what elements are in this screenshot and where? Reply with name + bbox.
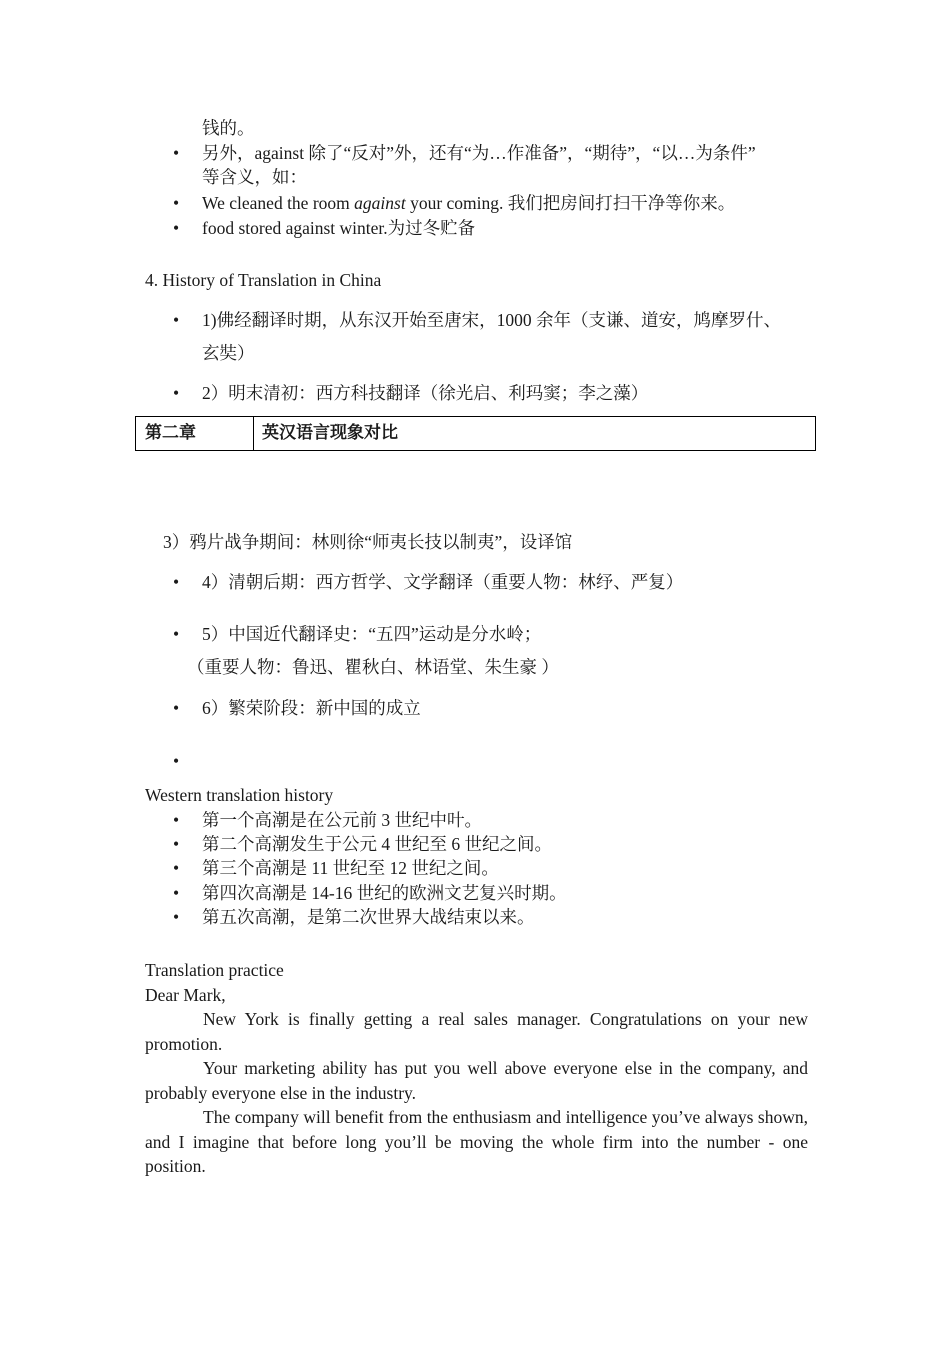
bullet-marker [173,622,179,646]
western-item: 第二个高潮发生于公元 4 世纪至 6 世纪之间。 [202,834,552,854]
western-item: 第三个高潮是 11 世纪至 12 世纪之间。 [202,858,499,878]
bullet-marker [173,905,179,929]
chapter-header-table [135,416,816,451]
example-sentence: food stored against winter.为过冬贮备 [202,218,476,238]
letter-paragraph: The company will benefit from the enthusiasm and intelligence you’ve always shown, and I imagine that before long you’ll be moving the whole firm into the number - one position. [145,1107,808,1176]
chapter-label: 第二章 [136,417,254,450]
bullet-marker [173,696,179,720]
bullet-marker [173,308,179,332]
history-item: 6）繁荣阶段：新中国的成立 [202,698,421,718]
bullet-marker [173,881,179,905]
bullet-marker [173,191,179,215]
continuation-text: 钱的。 [202,118,255,138]
letter-body [145,1007,808,1179]
history-item: 5）中国近代翻译史：“五四”运动是分水岭； [202,624,542,644]
bullet-marker [173,856,179,880]
bullet-marker [173,381,179,405]
bullet-text: 另外，against 除了“反对”外，还有“为…作准备”，“期待”，“以…为条件” [202,143,756,163]
section-heading: 4. History of Translation in China [145,270,382,290]
history-item: 2）明末清初：西方科技翻译（徐光启、利玛窦；李之藻） [202,383,649,403]
section-heading: Western translation history [145,785,334,805]
bullet-marker [173,216,179,240]
western-item: 第四次高潮是 14-16 世纪的欧洲文艺复兴时期。 [202,883,567,903]
bullet-marker [173,832,179,856]
history-item: 4）清朝后期：西方哲学、文学翻译（重要人物：林纾、严复） [202,572,684,592]
letter-paragraph: Your marketing ability has put you well above everyone else in the company, and probably everyone else in the industry. [145,1058,808,1103]
history-item: 1)佛经翻译时期，从东汉开始至唐宋，1000 余年（支谦、道安，鸠摩罗什、 [202,310,781,330]
history-item-continued: （重要人物：鲁迅、瞿秋白、林语堂、朱生豪 ） [187,657,559,677]
empty-bullet-marker [173,749,179,773]
bullet-marker [173,808,179,832]
bullet-marker [173,570,179,594]
bullet-text-continued: 等含义，如： [202,167,307,187]
history-item: 3）鸦片战争期间：林则徐“师夷长技以制夷”，设译馆 [163,532,573,552]
example-sentence: We cleaned the room against your coming. 我们把房间打扫干净等你来。 [202,193,736,213]
section-heading: Translation practice [145,960,284,980]
letter-salutation: Dear Mark, [145,985,226,1005]
history-item-continued: 玄奘） [202,343,255,363]
letter-paragraph: New York is finally getting a real sales manager. Congratulations on your new promotion. [145,1009,808,1054]
western-item: 第一个高潮是在公元前 3 世纪中叶。 [202,810,482,830]
bullet-marker [173,141,179,165]
western-item: 第五次高潮，是第二次世界大战结束以来。 [202,907,535,927]
chapter-title: 英汉语言现象对比 [262,423,398,443]
